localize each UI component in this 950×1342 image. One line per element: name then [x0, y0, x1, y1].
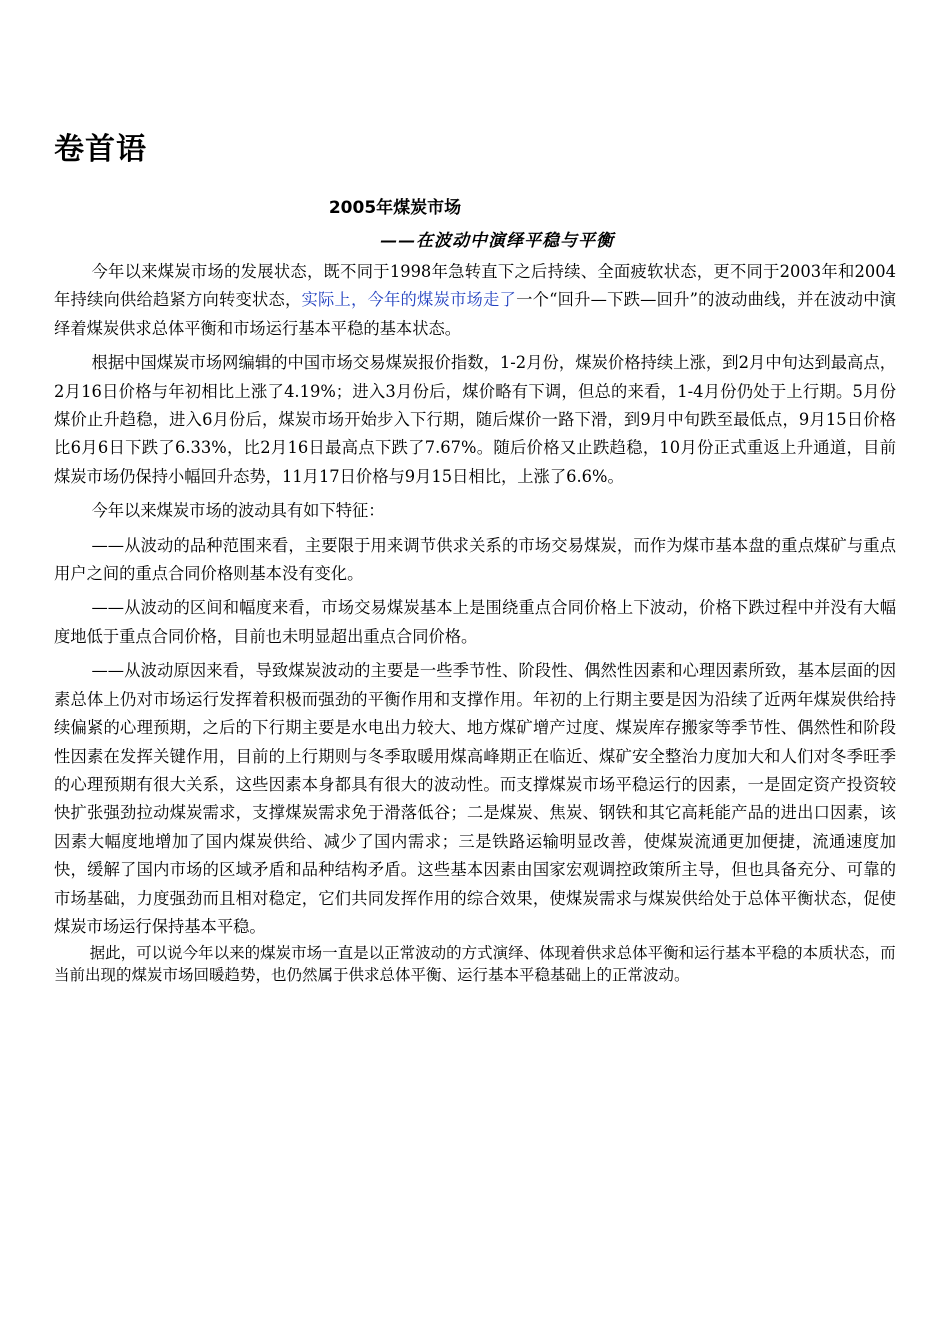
paragraph-2: 根据中国煤炭市场网编辑的中国市场交易煤炭报价指数，1-2月份，煤炭价格持续上涨，到2月中旬达到最高点，2月16日价格与年初相比上涨了4.19%；进入3月份后，煤价略有下调，但总的来看，1-4月份仍处于上行期。5月份煤价止升趋稳，进入6月份后，煤炭市场开始步入下行期，随后煤价一路下滑，到9月中旬跌至最低点，9月15日价格比6月6日下跌了6.33%，比2月16日最高点下跌了7.67%。随后价格又止跌趋稳，10月份正式重返上升通道，目前煤炭市场仍保持小幅回升态势，11月17日价格与9月15日相比，上涨了6.6%。 [54, 353, 896, 486]
article-title: 2005年煤炭市场 [328, 198, 462, 218]
paragraph-1-text: 今年以来煤炭市场的发展状态，既不同于1998年急转直下之后持续、全面疲软状态，更不同于2003年和2004年持续向供给趋紧方向转变状态， [54, 262, 896, 310]
paragraph-6: ——从波动原因来看，导致煤炭波动的主要是一些季节性、阶段性、偶然性因素和心理因素所致，基本层面的因素总体上仍对市场运行发挥着积极而强劲的平衡作用和支撑作用。年初的上行期主要是因为沿续了近两年煤炭供给持续偏紧的心理预期，之后的下行期主要是水电出力较大、地方煤矿增产过度、煤炭库存搬家等季节性、偶然性和阶段性因素在发挥关键作用，目前的上行期则与冬季取暖用煤高峰期正在临近、煤矿安全整治力度加大和人们对冬季旺季的心理预期有很大关系，这些因素本身都具有很大的波动性。而支撑煤炭市场平稳运行的因素，一是固定资产投资较快扩张强劲拉动煤炭需求，支撑煤炭需求免于滑落低谷；二是煤炭、焦炭、钢铁和其它高耗能产品的进出口因素，该因素大幅度地增加了国内煤炭供给、减少了国内需求；三是铁路运输明显改善，使煤炭流通更加便捷，流通速度加快，缓解了国内市场的区域矛盾和品种结构矛盾。这些基本因素由国家宏观调控政策所主导，但也具备充分、可靠的市场基础，力度强劲而且相对稳定，它们共同发挥作用的综合效果，使煤炭需求与煤炭供给处于总体平衡状态，促使煤炭市场运行保持基本平稳。 [54, 661, 896, 936]
paragraph-1 [54, 258, 896, 343]
paragraph-3: 今年以来煤炭市场的波动具有如下特征： [91, 501, 385, 521]
article-subtitle: ——在波动中演绎平稳与平衡 [380, 231, 614, 251]
paragraph-5: ——从波动的区间和幅度来看，市场交易煤炭基本上是围绕重点合同价格上下波动，价格下跌过程中并没有大幅度地低于重点合同价格，目前也未明显超出重点合同价格。 [54, 598, 896, 646]
paragraph-1-text-end: 一个“回升—下跌—回升”的波动曲线，并在波动中演绎着煤炭供求总体平衡和市场运行基本平稳的基本状态。 [54, 290, 896, 338]
article-body [54, 258, 896, 992]
paragraph-7: 据此，可以说今年以来的煤炭市场一直是以正常波动的方式演绎、体现着供求总体平衡和运行基本平稳的本质状态，而当前出现的煤炭市场回暖趋势，也仍然属于供求总体平衡、运行基本平稳基础上的正常波动。 [54, 944, 896, 984]
paragraph-4: ——从波动的品种范围来看，主要限于用来调节供求关系的市场交易煤炭，而作为煤市基本盘的重点煤矿与重点用户之间的重点合同价格则基本没有变化。 [54, 535, 896, 584]
paragraph-1-highlight[interactable]: 实际上，今年的煤炭市场走了 [301, 290, 517, 310]
section-heading: 卷首语 [54, 132, 147, 167]
